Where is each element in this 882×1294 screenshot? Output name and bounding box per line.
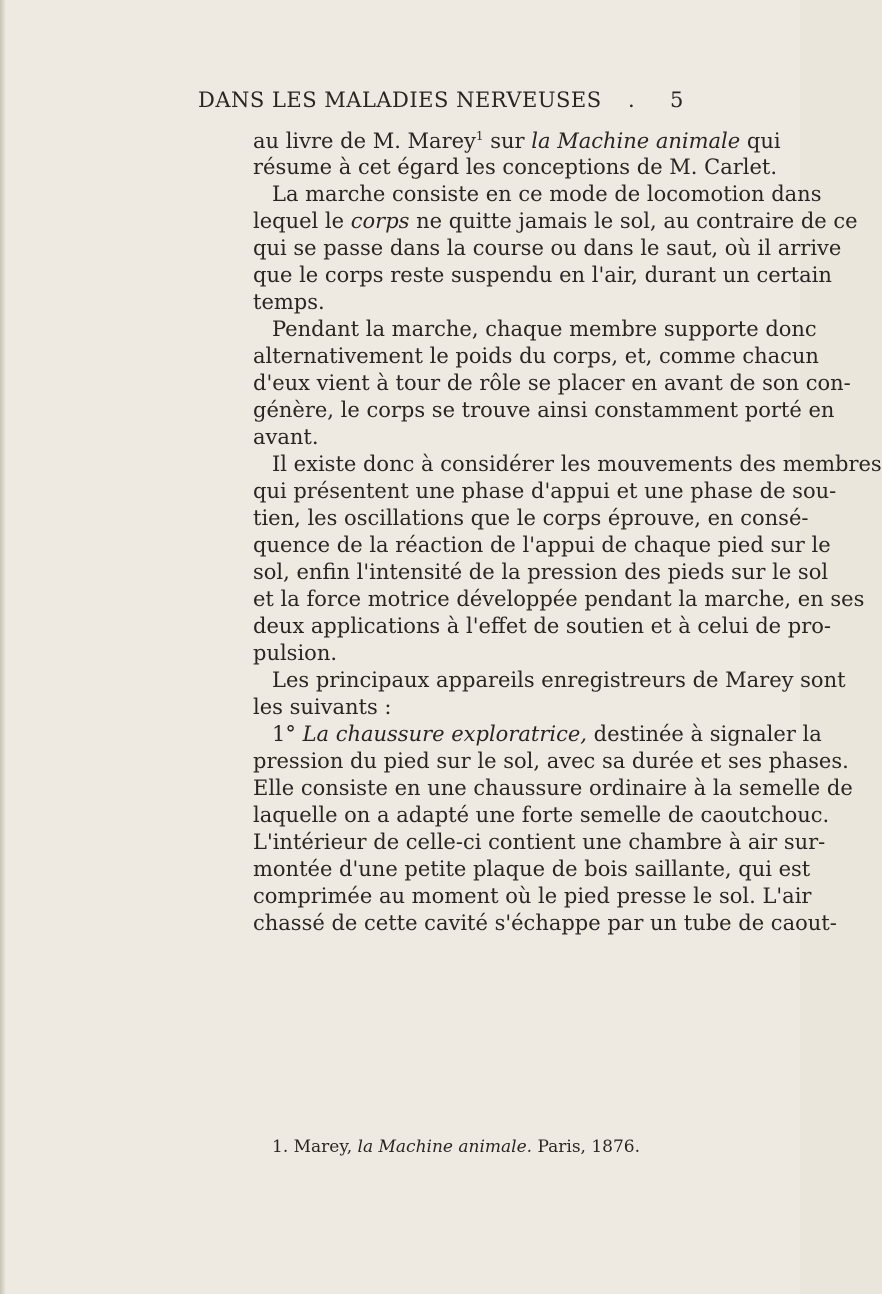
text-line: résume à cet égard les conceptions de M. Carlet.	[253, 155, 778, 179]
page-number: 5	[670, 88, 684, 112]
page-edge-shadow	[0, 0, 6, 1294]
text-line: chassé de cette cavité s'échappe par un tube de caout-	[253, 911, 837, 935]
page-header	[0, 88, 800, 118]
text-line: et la force motrice développée pendant la marche, en ses	[253, 587, 865, 611]
text-line: comprimée au moment où le pied presse le sol. L'air	[253, 884, 812, 908]
footnote-place-year: Paris, 1876.	[537, 1137, 641, 1157]
text-line: pression du pied sur le sol, avec sa durée et ses phases.	[253, 749, 849, 773]
text-line: avant.	[253, 425, 319, 449]
header-separator: .	[628, 88, 635, 112]
text-line: génère, le corps se trouve ainsi constamment porté en	[253, 398, 835, 422]
text-line: Pendant la marche, chaque membre supporte donc	[272, 317, 817, 341]
text-line: tien, les oscillations que le corps éprouve, en consé-	[253, 506, 809, 530]
text-line: 1° La chaussure exploratrice, destinée à signaler la	[272, 722, 822, 746]
text-line: Elle consiste en une chaussure ordinaire à la semelle de	[253, 776, 853, 800]
text-line: L'intérieur de celle-ci contient une chambre à air sur-	[253, 830, 826, 854]
text-line: laquelle on a adapté une forte semelle de caoutchouc.	[253, 803, 830, 827]
running-title: DANS LES MALADIES NERVEUSES	[198, 88, 602, 112]
text-line: La marche consiste en ce mode de locomotion dans	[272, 182, 822, 206]
text-line: quence de la réaction de l'appui de chaque pied sur le	[253, 533, 831, 557]
text-line: deux applications à l'effet de soutien et à celui de pro-	[253, 614, 831, 638]
footnote-marker: 1	[475, 129, 484, 143]
text-line: Les principaux appareils enregistreurs de Marey sont	[272, 668, 846, 692]
text-line: sol, enfin l'intensité de la pression des pieds sur le sol	[253, 560, 829, 584]
footnote	[272, 1136, 702, 1158]
footnote-number: 1.	[272, 1137, 289, 1157]
text-line: qui se passe dans la course ou dans le saut, où il arrive	[253, 236, 842, 260]
footnote-author: Marey,	[293, 1137, 353, 1157]
text-line: montée d'une petite plaque de bois saillante, qui est	[253, 857, 811, 881]
text-line: qui présentent une phase d'appui et une phase de sou-	[253, 479, 837, 503]
text-line: pulsion.	[253, 641, 338, 665]
text-line: les suivants :	[253, 695, 392, 719]
text-line: Il existe donc à considérer les mouvements des membres	[272, 452, 882, 476]
text-line: au livre de M. Marey$^1$ sur la Machine animale qui	[253, 129, 781, 153]
text-line: alternativement le poids du corps, et, comme chacun	[253, 344, 819, 368]
text-line: d'eux vient à tour de rôle se placer en avant de son con-	[253, 371, 851, 395]
footnote-title: la Machine animale.	[357, 1137, 533, 1157]
text-line: temps.	[253, 290, 325, 314]
text-line: que le corps reste suspendu en l'air, durant un certain	[253, 263, 832, 287]
text-line: lequel le corps ne quitte jamais le sol, au contraire de ce	[253, 209, 858, 233]
